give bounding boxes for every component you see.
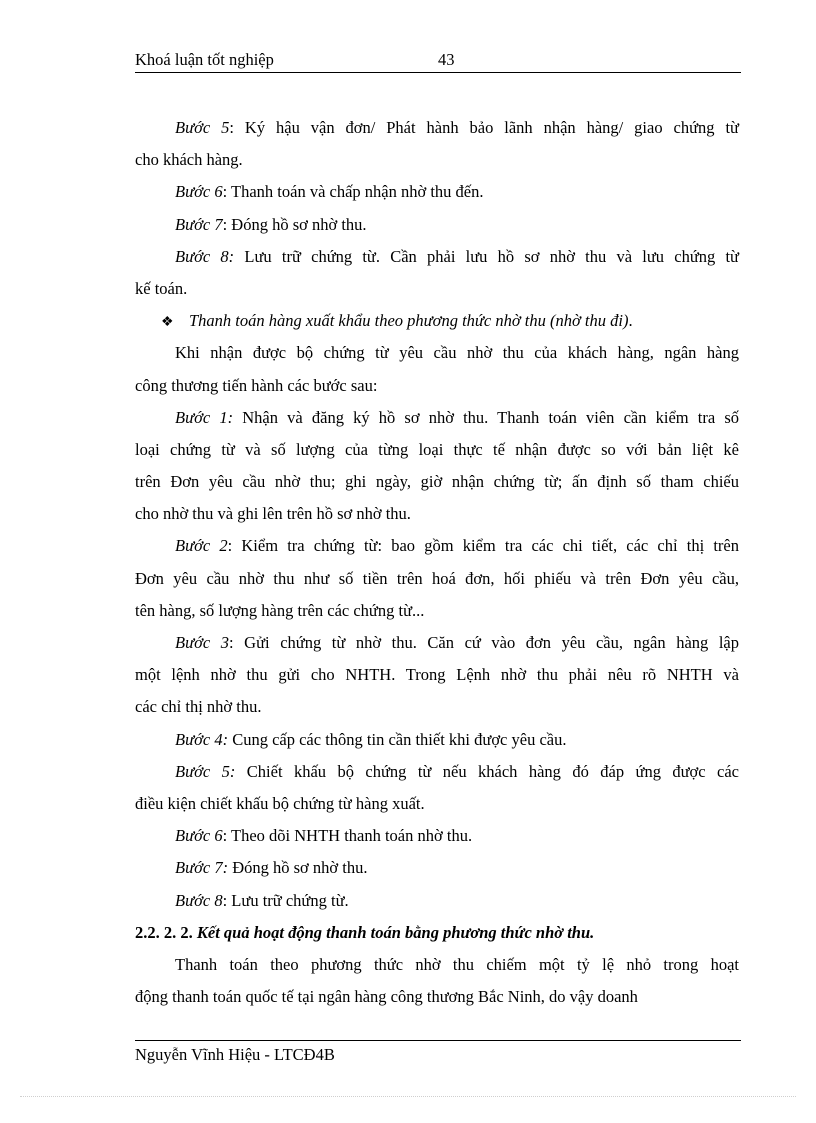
- line-text: Nhận và đăng ký hồ sơ nhờ thu. Thanh toán viên cần kiểm tra số: [233, 407, 739, 427]
- line-text: Lưu trữ chứng từ. Cần phải lưu hồ sơ nhờ thu và lưu chứng từ: [234, 246, 739, 266]
- section-heading: [135, 917, 739, 949]
- line-text: động thanh toán quốc tế tại ngân hàng công thương Bắc Ninh, do vậy doanh: [135, 987, 638, 1007]
- step-label: Bước 1:: [175, 407, 234, 427]
- line-text: Chiết khấu bộ chứng từ nếu khách hàng đó đáp ứng được các: [235, 761, 739, 781]
- text-line: [135, 820, 739, 852]
- heading-text: Kết quả hoạt động thanh toán bằng phương thức nhờ thu.: [196, 922, 595, 942]
- diamond-bullet-icon: ❖: [161, 315, 174, 331]
- page-footer: [135, 1040, 741, 1065]
- footer-author: Nguyễn Vĩnh Hiệu - LTCĐ4B: [135, 1045, 335, 1064]
- line-text: Đơn yêu cầu nhờ thu như số tiền trên hoá đơn, hối phiếu và trên Đơn yêu cầu,: [135, 568, 739, 588]
- text-line: [135, 434, 739, 466]
- text-line: [135, 949, 739, 981]
- text-line: [135, 466, 739, 498]
- line-text: : Theo dõi NHTH thanh toán nhờ thu.: [222, 826, 473, 846]
- text-line: [135, 498, 739, 530]
- text-line: [135, 112, 739, 144]
- line-text: : Thanh toán và chấp nhận nhờ thu đến.: [222, 182, 484, 202]
- line-text: trên Đơn yêu cầu nhờ thu; ghi ngày, giờ nhận chứng từ; ấn định số tham chiếu: [135, 472, 739, 492]
- line-text: : Ký hậu vận đơn/ Phát hành bảo lãnh nhận hàng/ giao chứng từ: [229, 118, 739, 137]
- text-line: [135, 209, 739, 241]
- text-line: [135, 885, 739, 917]
- text-line: [135, 530, 739, 562]
- step-label: Bước 8: [175, 890, 223, 910]
- text-line: [135, 144, 739, 176]
- step-label: Bước 5: [175, 118, 230, 137]
- text-line: [135, 370, 739, 402]
- text-line: [135, 981, 739, 1013]
- step-label: Bước 3: [175, 633, 230, 652]
- text-line: [135, 724, 739, 756]
- text-line: [135, 176, 739, 208]
- text-line: [135, 402, 739, 434]
- text-line: [135, 595, 739, 627]
- line-text: một lệnh nhờ thu gửi cho NHTH. Trong Lệnh nhờ thu phải nêu rõ NHTH và: [135, 665, 739, 685]
- text-line: [135, 852, 739, 884]
- step-label: Bước 2: [175, 536, 228, 556]
- line-text: : Lưu trữ chứng từ.: [222, 890, 349, 910]
- line-text: Thanh toán theo phương thức nhờ thu chiếm một tỷ lệ nhỏ trong hoạt: [175, 954, 739, 974]
- text-line: [135, 691, 739, 723]
- bullet-heading: [135, 305, 739, 337]
- step-label: Bước 7: [175, 214, 223, 234]
- line-text: cho nhờ thu và ghi lên trên hồ sơ nhờ thu.: [135, 504, 411, 524]
- page-header: [135, 50, 741, 73]
- heading-number: 2.2. 2. 2.: [135, 922, 193, 942]
- step-label: Bước 8:: [175, 246, 235, 266]
- line-text: : Đóng hồ sơ nhờ thu.: [222, 214, 367, 234]
- italic-heading-text: Thanh toán hàng xuất khẩu theo phương thức nhờ thu (nhờ thu đi): [189, 311, 629, 331]
- text-line: [135, 273, 739, 305]
- text-line: [135, 627, 739, 659]
- page-edge-divider: [20, 1096, 796, 1097]
- text-line: [135, 563, 739, 595]
- header-title: Khoá luận tốt nghiệp: [135, 50, 274, 69]
- document-body: [135, 112, 739, 1013]
- line-text: Cung cấp các thông tin cần thiết khi được yêu cầu.: [228, 729, 567, 749]
- line-text: : Kiểm tra chứng từ: bao gồm kiểm tra các chi tiết, các chỉ thị trên: [227, 536, 739, 556]
- step-label: Bước 5:: [175, 761, 236, 781]
- page-number: 43: [438, 50, 455, 69]
- step-label: Bước 7:: [175, 858, 229, 878]
- text-line: [135, 241, 739, 273]
- line-text: Đóng hồ sơ nhờ thu.: [228, 858, 368, 878]
- line-text: kế toán.: [135, 278, 188, 298]
- line-text: các chỉ thị nhờ thu.: [135, 697, 262, 717]
- line-text: loại chứng từ và số lượng của từng loại thực tế nhận được so với bản liệt kê: [135, 439, 739, 459]
- step-label: Bước 6: [175, 826, 223, 846]
- line-text: Khi nhận được bộ chứng từ yêu cầu nhờ thu của khách hàng, ngân hàng: [175, 343, 739, 363]
- line-text: điều kiện chiết khấu bộ chứng từ hàng xuất.: [135, 793, 425, 813]
- text-line: [135, 337, 739, 369]
- line-text: tên hàng, số lượng hàng trên các chứng từ...: [135, 600, 425, 620]
- line-text: cho khách hàng.: [135, 150, 243, 170]
- text-line: [135, 659, 739, 691]
- line-text: : Gửi chứng từ nhờ thu. Căn cứ vào đơn yêu cầu, ngân hàng lập: [229, 633, 739, 652]
- text-line: [135, 788, 739, 820]
- text-line: [135, 756, 739, 788]
- step-label: Bước 6: [175, 182, 223, 202]
- line-text: công thương tiến hành các bước sau:: [135, 375, 378, 395]
- step-label: Bước 4:: [175, 729, 229, 749]
- line-text: .: [628, 311, 633, 331]
